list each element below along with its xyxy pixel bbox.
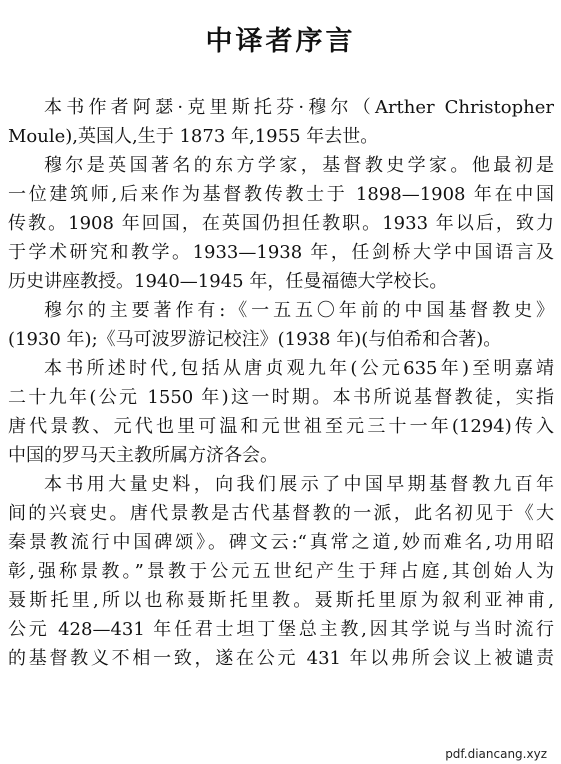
text-line: (1930 年);《马可波罗游记校注》(1938 年)(与伯希和合著)。 [8,329,502,350]
text-line: 公元 428—431 年任君士坦丁堡总主教,因其学说与当时流行 [8,619,554,640]
text-line: 本书所述时代,包括从唐贞观九年(公元635年)至明嘉靖 [44,358,554,379]
text-line: 穆尔的主要著作有:《一五五〇年前的中国基督教史》 [44,300,554,321]
text-line: 聂斯托里,所以也称聂斯托里教。聂斯托里原为叙利亚神甫, [8,590,554,611]
body-text [8,93,554,673]
text-line: 本书作者阿瑟·克里斯托芬·穆尔（Arther Christopher [44,97,554,118]
text-line: 本书用大量史料，向我们展示了中国早期基督教九百年 [44,474,554,495]
text-line: 中国的罗马天主教所属方济各会。 [8,445,278,466]
source-watermark: pdf.diancang.xyz [445,747,547,761]
text-line: 间的兴衰史。唐代景教是古代基督教的一派，此名初见于《大 [8,503,554,524]
text-line: 穆尔是英国著名的东方学家，基督教史学家。他最初是 [44,155,554,176]
text-line: 彰,强称景教。”景教于公元五世纪产生于拜占庭,其创始人为 [8,561,554,582]
text-line: 于学术研究和教学。1933—1938 年，任剑桥大学中国语言及 [8,242,554,263]
text-line: 的基督教义不相一致，遂在公元 431 年以弗所会议上被谴责 [8,648,554,669]
page-title: 中译者序言 [205,26,356,57]
text-line: 二十九年(公元 1550 年)这一时期。本书所说基督教徒，实指 [8,387,554,408]
text-line: 唐代景教、元代也里可温和元世祖至元三十一年(1294)传入 [8,416,554,437]
text-line: 传教。1908 年回国，在英国仍担任教职。1933 年以后，致力 [8,213,554,234]
text-line: 秦景教流行中国碑颂》。碑文云:“真常之道,妙而难名,功用昭 [8,532,554,553]
text-line: 一位建筑师,后来作为基督教传教士于 1898—1908 年在中国 [8,184,554,205]
text-line: 历史讲座教授。1940—1945 年，任曼福德大学校长。 [8,271,448,292]
text-line: Moule),英国人,生于 1873 年,1955 年去世。 [8,126,379,147]
